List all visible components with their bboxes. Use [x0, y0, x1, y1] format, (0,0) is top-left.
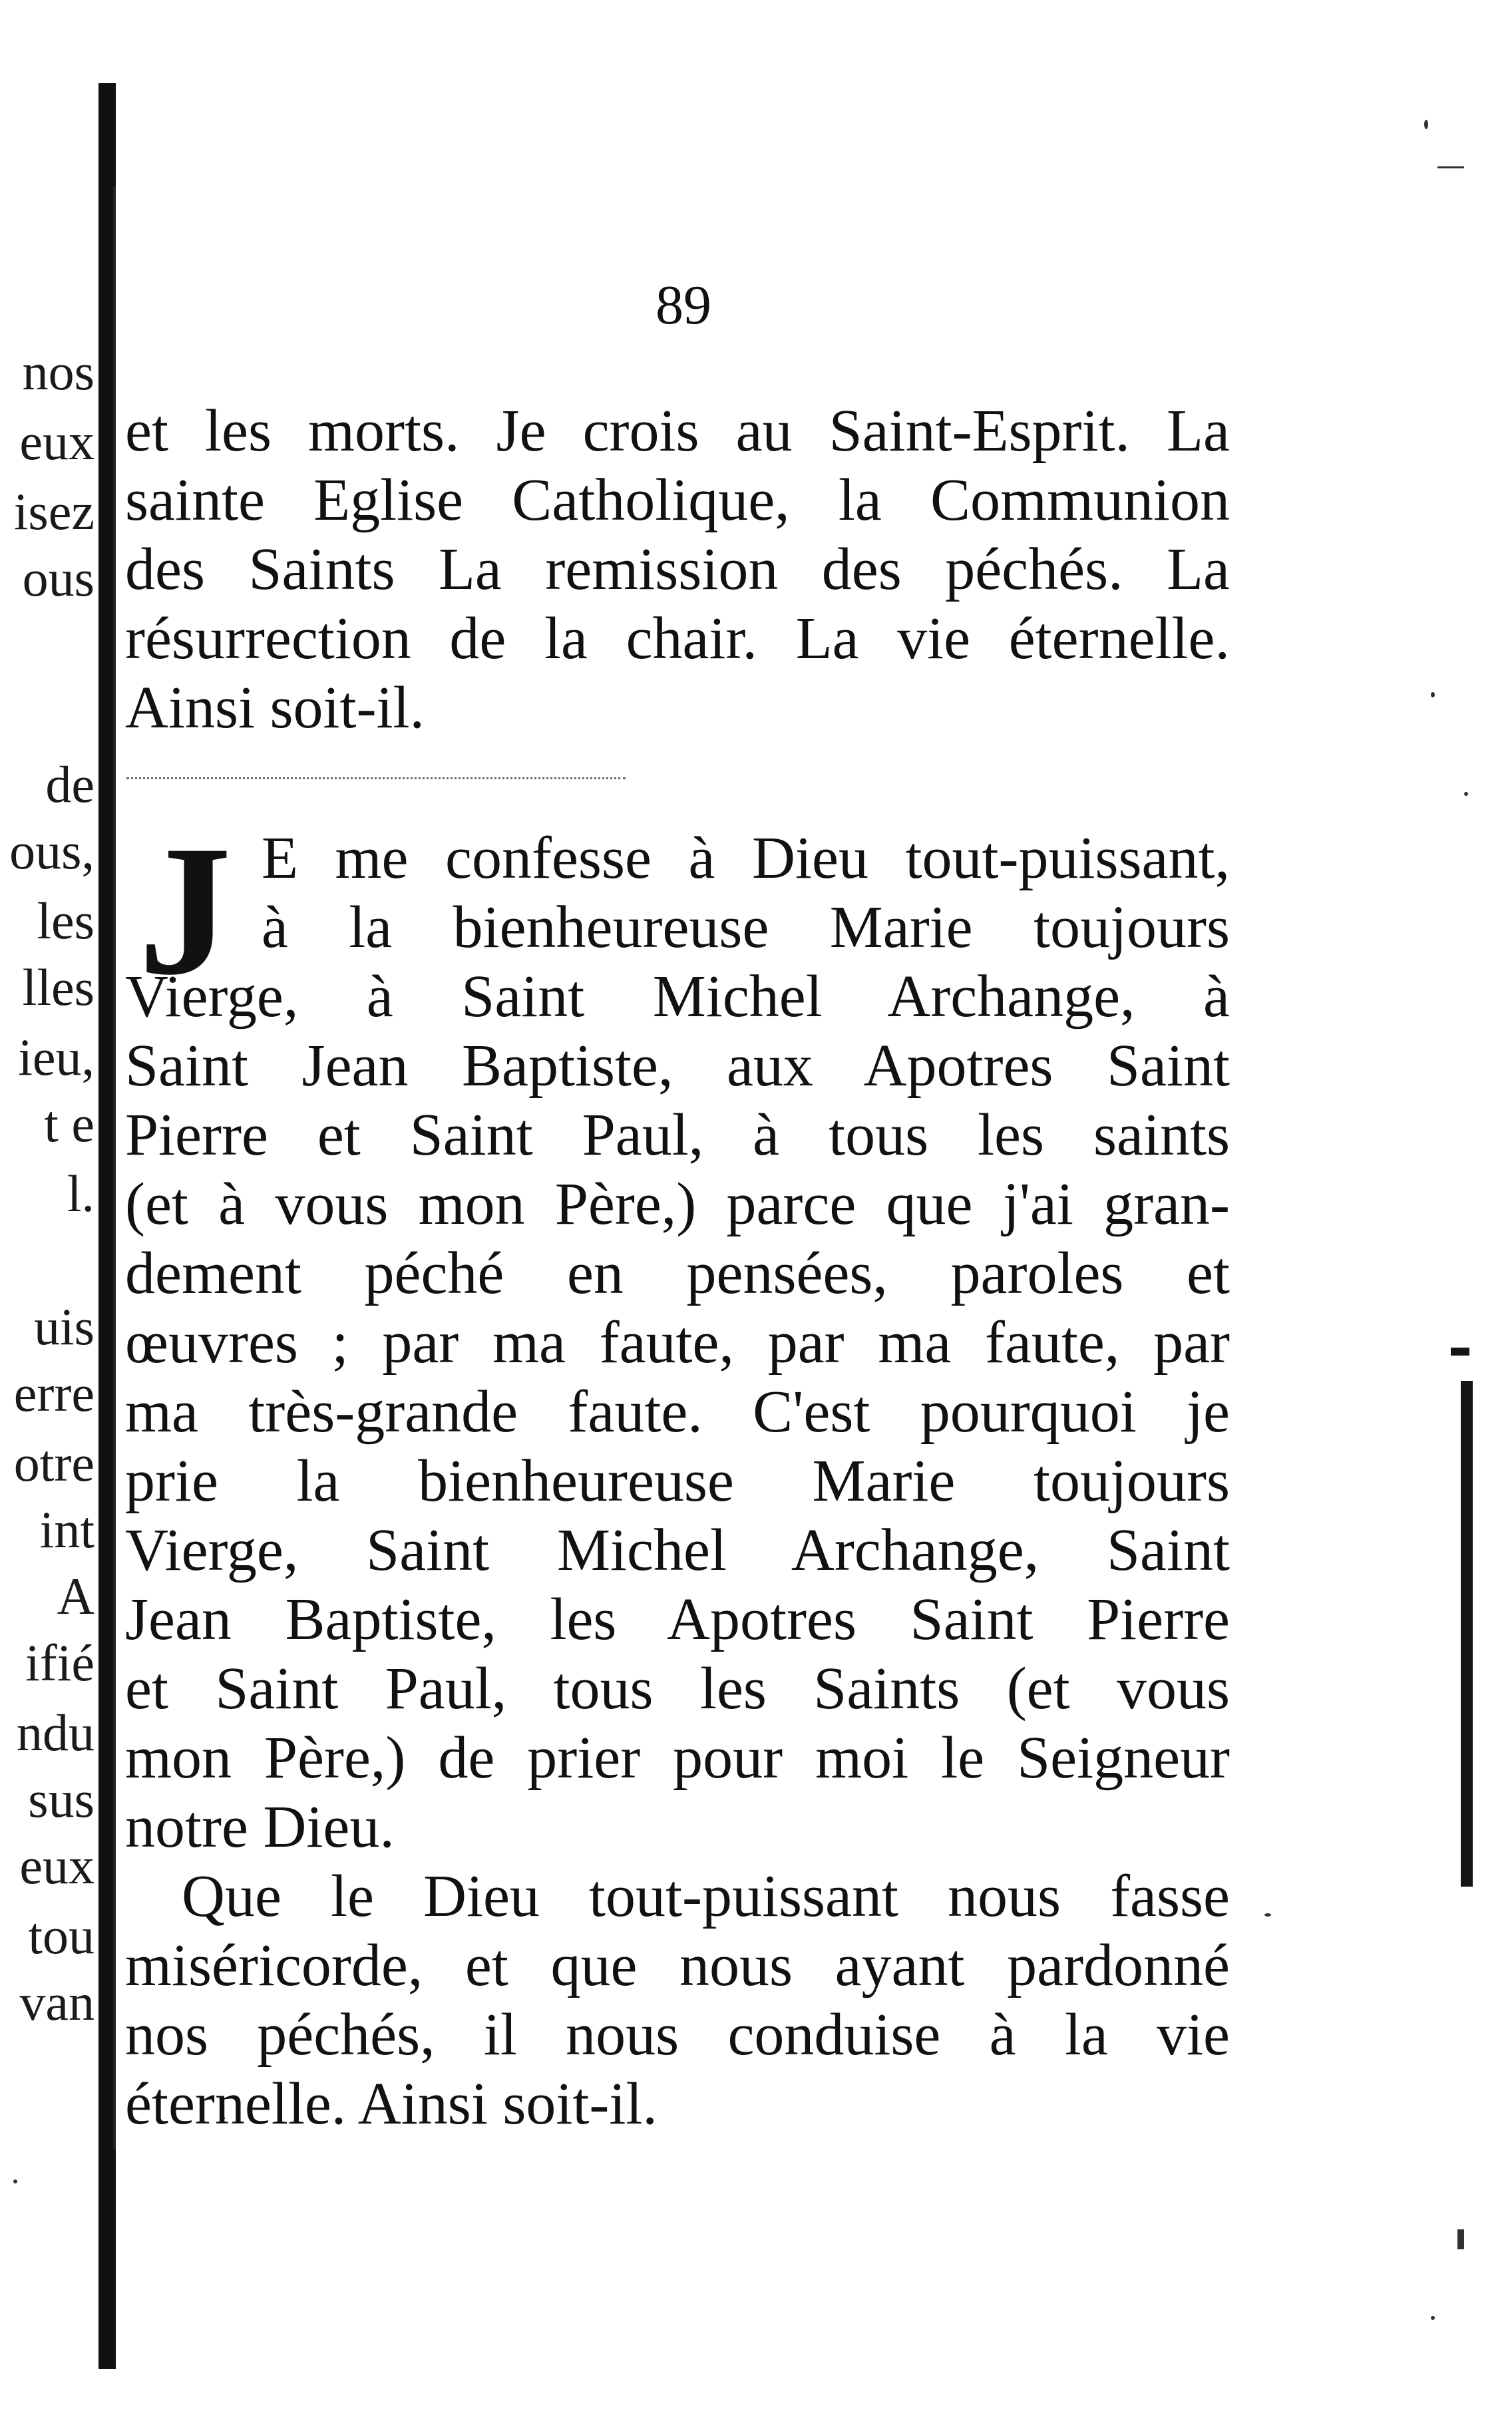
text-line: Jean Baptiste, les Apotres Saint Pierre [125, 1587, 1230, 1652]
text-line: dement péché en pensées, paroles et [125, 1240, 1230, 1306]
text-line: et Saint Paul, tous les Saints (et vous [125, 1656, 1230, 1722]
margin-fragment: eux [19, 1837, 94, 1895]
text-line: miséricorde, et que nous ayant pardonné [125, 1933, 1230, 1998]
margin-fragment: ous [22, 549, 94, 607]
speck [1457, 2229, 1464, 2249]
margin-fragment: t e [44, 1095, 94, 1153]
separator-line [126, 777, 626, 781]
text-line: des Saints La remission des péchés. La [125, 536, 1230, 602]
text-line: mon Père,) de prier pour moi le Seigneur [125, 1725, 1230, 1791]
speck [1464, 792, 1468, 796]
text-line: Ainsi soit-il. [125, 675, 425, 741]
margin-fragment: int [39, 1501, 94, 1559]
speck [1264, 1913, 1271, 1917]
margin-fragment: de [45, 755, 94, 813]
right-edge-dash [1451, 1348, 1469, 1356]
speck [1431, 2316, 1435, 2320]
margin-fragment: ieu, [18, 1028, 94, 1086]
speck [1437, 166, 1464, 168]
text-line: éternelle. Ainsi soit-il. [125, 2071, 658, 2137]
text-line: Vierge, Saint Michel Archange, Saint [125, 1517, 1230, 1583]
page-number: 89 [656, 274, 711, 336]
margin-fragment: ifié [25, 1634, 94, 1692]
text-line: Que le Dieu tout-puissant nous fasse [182, 1863, 1230, 1929]
misereatur-paragraph [125, 1862, 1230, 2139]
creed-paragraph [125, 397, 1230, 743]
margin-fragment: l. [67, 1165, 94, 1222]
text-line: nos péchés, il nous conduise à la vie [125, 2002, 1230, 2068]
text-line: Pierre et Saint Paul, à tous les saints [125, 1102, 1230, 1168]
margin-fragment: tou [28, 1907, 94, 1964]
text-line: ma très-grande faute. C'est pourquoi je [125, 1379, 1230, 1445]
confiteor-paragraph [125, 824, 1230, 1862]
text-line: prie la bienheureuse Marie toujours [125, 1448, 1230, 1514]
speck [1424, 120, 1428, 129]
text-line: Saint Jean Baptiste, aux Apotres Saint [125, 1033, 1230, 1099]
right-edge-rule [1461, 1381, 1473, 1887]
margin-fragment: isez [13, 482, 94, 540]
text-line: et les morts. Je crois au Saint-Esprit. La [125, 398, 1230, 464]
text-line: notre Dieu. [125, 1794, 395, 1860]
margin-fragment: nos [22, 343, 94, 401]
margin-fragment: sus [28, 1770, 94, 1828]
margin-fragment: A [57, 1567, 94, 1625]
text-line: Vierge, à Saint Michel Archange, à [125, 964, 1230, 1029]
margin-fragment: uis [33, 1298, 94, 1356]
gutter-rule-inner [113, 186, 116, 2150]
margin-fragment: eux [19, 413, 94, 470]
text-line: E me confesse à Dieu tout-puissant, [262, 825, 1230, 891]
text-line: à la bienheureuse Marie toujours [262, 894, 1230, 960]
margin-fragment: erre [13, 1364, 94, 1422]
margin-fragment: ndu [17, 1704, 94, 1762]
text-line: résurrection de la chair. La vie éternelle. [125, 606, 1230, 671]
margin-fragment: van [19, 1973, 94, 2031]
text-line: œuvres ; par ma faute, par ma faute, par [125, 1310, 1230, 1376]
text-line: (et à vous mon Père,) parce que j'ai gran- [125, 1171, 1230, 1237]
margin-fragment: otre [13, 1434, 94, 1492]
margin-fragment: ous, [9, 822, 94, 880]
drop-cap: J [138, 807, 232, 1014]
margin-fragment: lles [22, 958, 94, 1016]
speck [13, 2179, 17, 2183]
speck [1431, 692, 1435, 697]
facing-page-fragments [0, 0, 106, 2431]
margin-fragment: les [37, 892, 94, 950]
text-line: sainte Eglise Catholique, la Communion [125, 467, 1230, 533]
